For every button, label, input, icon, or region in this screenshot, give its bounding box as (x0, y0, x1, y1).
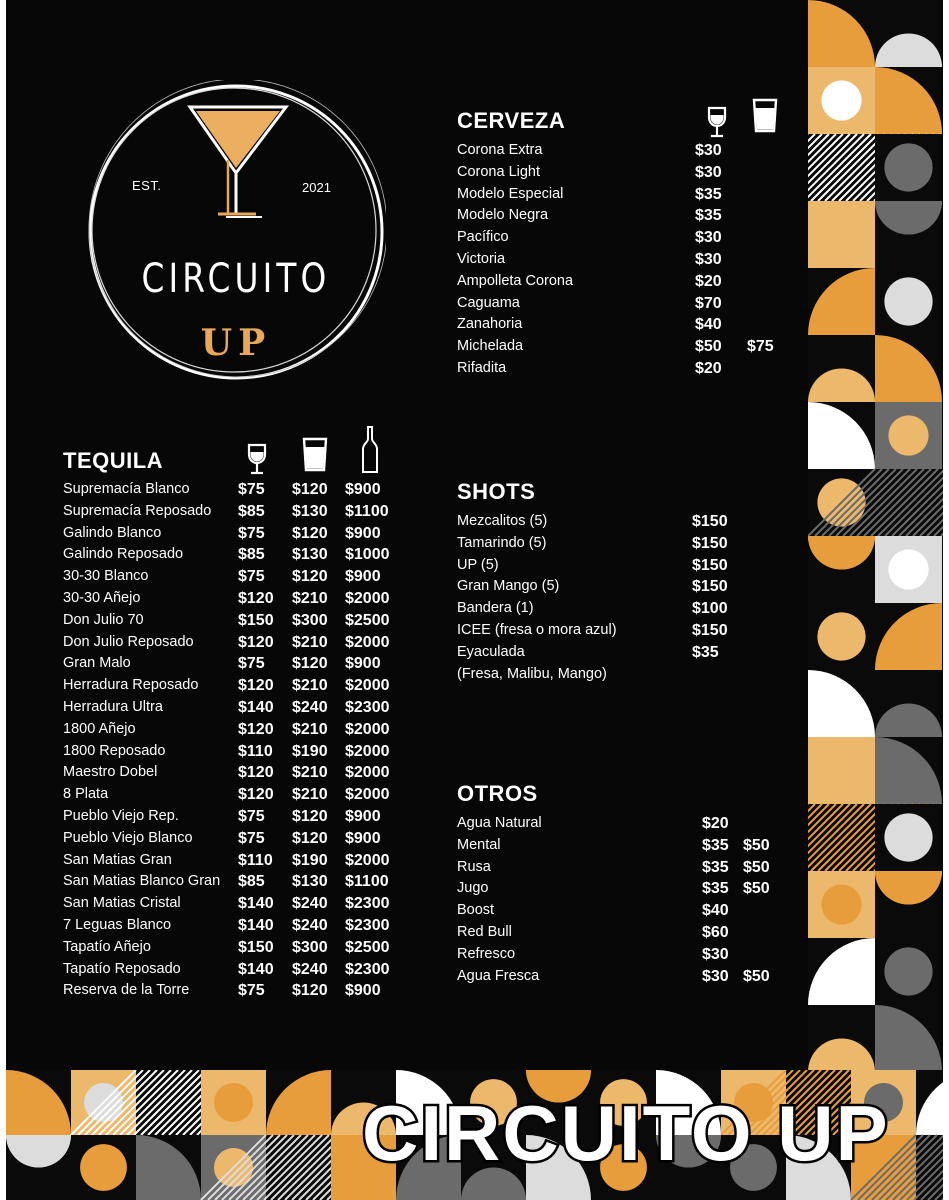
item-price: $75 (747, 338, 774, 356)
tequila-row (63, 961, 423, 983)
cerveza-row (457, 316, 787, 338)
item-price: $2000 (345, 764, 390, 782)
shots-row (457, 644, 787, 666)
item-price: $210 (292, 589, 328, 607)
tequila-row (63, 852, 423, 874)
item-price: $130 (292, 502, 328, 520)
pattern-circle (888, 415, 928, 455)
item-name: Mental (457, 836, 501, 853)
item-name: Michelada (457, 338, 524, 355)
menu-poster (6, 0, 943, 1200)
item-price: $210 (292, 720, 328, 738)
pattern-circle (214, 1083, 253, 1122)
item-name: Mezcalitos (5) (457, 513, 548, 529)
shots-row (457, 513, 787, 535)
item-name: Jugo (457, 880, 489, 897)
tequila-row (63, 503, 423, 525)
item-price: $50 (743, 880, 770, 898)
item-price: $1000 (345, 546, 390, 564)
item-price: $210 (292, 786, 328, 804)
otros-row (457, 968, 787, 990)
item-price: $75 (238, 655, 265, 673)
item-name: (Fresa, Malibu, Mango) (457, 665, 607, 682)
item-name: Boost (457, 902, 495, 919)
item-price: $120 (238, 764, 274, 782)
item-name: Herradura Reposado (63, 677, 199, 694)
item-price: $50 (743, 836, 770, 854)
item-price: $70 (695, 294, 722, 312)
pattern-circle (821, 750, 861, 790)
tequila-row (63, 895, 423, 917)
item-price: $2300 (345, 916, 390, 934)
item-price: $150 (692, 534, 728, 552)
otros-row (457, 924, 787, 946)
otros-row (457, 902, 787, 924)
item-name: Caguama (457, 294, 520, 311)
item-price: $35 (702, 880, 729, 898)
item-price: $120 (238, 786, 274, 804)
otros-list (457, 815, 787, 989)
cerveza-list (457, 142, 787, 382)
item-price: $150 (238, 611, 274, 629)
item-price: $900 (345, 829, 381, 847)
item-price: $110 (238, 851, 273, 869)
tequila-row (63, 764, 423, 786)
item-price: $900 (345, 524, 381, 542)
item-name: Red Bull (457, 923, 512, 940)
tequila-row (63, 982, 423, 1004)
otros-row (457, 946, 787, 968)
tequila-row (63, 786, 423, 808)
pattern-circle (884, 143, 932, 191)
item-price: $2500 (345, 938, 390, 956)
tequila-row (63, 590, 423, 612)
tequila-row (63, 525, 423, 547)
item-price: $210 (292, 677, 328, 695)
item-price: $1100 (345, 873, 389, 891)
pattern-circle (817, 612, 865, 660)
item-name: Agua Fresca (457, 967, 540, 984)
item-price: $85 (238, 546, 265, 564)
item-price: $140 (238, 698, 274, 716)
item-price: $120 (292, 829, 328, 847)
item-name: 30-30 Añejo (63, 589, 141, 606)
item-price: $35 (702, 858, 729, 876)
otros-row (457, 859, 787, 881)
item-price: $30 (695, 163, 722, 181)
item-price: $120 (292, 807, 328, 825)
item-price: $20 (695, 359, 722, 377)
pattern-circle (888, 549, 928, 589)
item-price: $2000 (345, 589, 390, 607)
item-price: $190 (292, 851, 328, 869)
item-price: $50 (743, 967, 770, 985)
cerveza-row (457, 164, 787, 186)
cerveza-row (457, 295, 787, 317)
shots-row (457, 535, 787, 557)
item-price: $2000 (345, 851, 390, 869)
item-price: $240 (292, 698, 328, 716)
item-price: $40 (702, 902, 729, 920)
logo-year: 2021 (302, 180, 331, 195)
pattern-circle (884, 277, 932, 325)
item-price: $20 (702, 815, 729, 832)
otros-row (457, 815, 787, 837)
item-name: Corona Light (457, 163, 541, 180)
item-name: Eyaculada (457, 643, 525, 660)
pattern-circle (884, 947, 932, 995)
item-price: $240 (292, 916, 328, 934)
pattern-circle (821, 214, 861, 254)
tequila-row (63, 546, 423, 568)
item-price: $85 (238, 873, 265, 891)
item-price: $210 (292, 633, 328, 651)
item-price: $140 (238, 895, 274, 913)
tequila-row (63, 721, 423, 743)
section-title-otros: OTROS (457, 781, 538, 806)
tequila-row (63, 481, 423, 503)
tequila-row (63, 634, 423, 656)
item-price: $120 (238, 720, 274, 738)
item-name: UP (5) (457, 556, 499, 573)
cerveza-row (457, 142, 787, 164)
item-price: $75 (238, 568, 265, 586)
item-price: $900 (345, 807, 381, 825)
item-name: Rifadita (457, 359, 507, 376)
pattern-circle (821, 80, 861, 120)
item-price: $2000 (345, 786, 390, 804)
item-price: $35 (695, 185, 722, 203)
item-name: Tapatío Añejo (63, 938, 151, 955)
item-price: $240 (292, 895, 328, 913)
otros-row (457, 837, 787, 859)
item-price: $150 (692, 578, 728, 596)
cerveza-row (457, 229, 787, 251)
item-price: $120 (292, 481, 328, 498)
item-price: $900 (345, 568, 381, 586)
item-name: San Matias Cristal (63, 895, 181, 912)
item-price: $75 (238, 982, 265, 1000)
item-price: $100 (692, 600, 728, 618)
tequila-row (63, 808, 423, 830)
logo-sub: UP (200, 322, 272, 364)
item-price: $2000 (345, 720, 390, 738)
item-name: Pueblo Viejo Rep. (63, 807, 179, 824)
section-title-shots: SHOTS (457, 479, 536, 504)
shots-row (457, 666, 787, 688)
cerveza-row (457, 251, 787, 273)
wine-glass-icon (246, 443, 268, 475)
tequila-row (63, 612, 423, 634)
item-price: $50 (695, 338, 722, 356)
item-price: $60 (702, 923, 729, 941)
item-price: $150 (692, 513, 728, 530)
item-price: $120 (238, 677, 274, 695)
item-name: Modelo Negra (457, 207, 549, 224)
item-price: $120 (292, 655, 328, 673)
item-name: Tamarindo (5) (457, 534, 547, 551)
item-price: $2300 (345, 698, 390, 716)
item-price: $120 (292, 568, 328, 586)
item-price: $190 (292, 742, 328, 760)
item-price: $2300 (345, 960, 390, 978)
item-price: $120 (292, 524, 328, 542)
item-price: $240 (292, 960, 328, 978)
logo-name: CIRCUITO (141, 256, 331, 302)
item-name: San Matias Gran (63, 851, 172, 868)
item-price: $2500 (345, 611, 390, 629)
item-price: $75 (238, 481, 265, 498)
bottle-icon (361, 425, 379, 475)
item-price: $2000 (345, 677, 390, 695)
item-name: Gran Mango (5) (457, 578, 560, 595)
item-price: $2300 (345, 895, 390, 913)
item-price: $40 (695, 316, 722, 334)
item-price: $300 (292, 938, 328, 956)
item-name: Agua Natural (457, 815, 542, 831)
item-price: $120 (238, 589, 274, 607)
geometric-pattern-right (808, 0, 943, 1075)
item-name: Herradura Ultra (63, 698, 163, 715)
tequila-row (63, 873, 423, 895)
pattern-circle (821, 884, 861, 924)
item-price: $75 (238, 524, 265, 542)
item-price: $150 (692, 621, 728, 639)
item-price: $150 (692, 556, 728, 574)
item-price: $110 (238, 742, 273, 760)
item-name: Supremacía Reposado (63, 502, 212, 519)
item-price: $900 (345, 655, 381, 673)
item-price: $75 (238, 829, 265, 847)
item-name: Galindo Reposado (63, 546, 184, 563)
shots-row (457, 557, 787, 579)
item-price: $130 (292, 546, 328, 564)
section-title-tequila: TEQUILA (63, 448, 164, 473)
item-name: ICEE (fresa o mora azul) (457, 621, 617, 638)
item-name: Refresco (457, 945, 516, 962)
item-price: $900 (345, 982, 381, 1000)
item-price: $30 (702, 967, 729, 985)
item-name: 7 Leguas Blanco (63, 916, 172, 933)
footer-title: CIRCUITO UP (362, 1089, 890, 1177)
item-price: $1100 (345, 502, 389, 520)
item-price: $30 (702, 945, 729, 963)
item-price: $30 (695, 142, 722, 159)
item-price: $35 (702, 836, 729, 854)
item-price: $900 (345, 481, 381, 498)
item-price: $120 (238, 633, 274, 651)
item-name: 8 Plata (63, 786, 109, 803)
shots-list (457, 513, 787, 687)
tequila-row (63, 699, 423, 721)
item-price: $300 (292, 611, 328, 629)
tequila-row (63, 568, 423, 590)
item-name: 30-30 Blanco (63, 568, 149, 585)
item-price: $2000 (345, 633, 390, 651)
item-price: $35 (692, 643, 719, 661)
tall-glass-icon (302, 437, 328, 473)
item-price: $130 (292, 873, 328, 891)
cerveza-row (457, 360, 787, 382)
item-price: $30 (695, 229, 722, 247)
logo-est-label: EST. (132, 178, 162, 193)
item-name: Gran Malo (63, 655, 131, 672)
item-name: Maestro Dobel (63, 764, 158, 781)
item-name: 1800 Reposado (63, 742, 166, 759)
item-price: $35 (695, 207, 722, 225)
item-name: 1800 Añejo (63, 720, 136, 737)
shots-row (457, 578, 787, 600)
cerveza-row (457, 186, 787, 208)
pattern-circle (80, 1144, 127, 1191)
tequila-row (63, 917, 423, 939)
item-price: $50 (743, 858, 770, 876)
item-price: $140 (238, 916, 274, 934)
item-name: Reserva de la Torre (63, 982, 190, 999)
item-name: Modelo Especial (457, 185, 564, 202)
cerveza-row (457, 273, 787, 295)
item-name: Supremacía Blanco (63, 481, 190, 497)
item-price: $2000 (345, 742, 390, 760)
item-name: Don Julio Reposado (63, 633, 194, 650)
shots-row (457, 600, 787, 622)
wine-glass-icon (706, 106, 728, 138)
tequila-row (63, 939, 423, 961)
item-price: $20 (695, 272, 722, 290)
section-title-cerveza: CERVEZA (457, 108, 566, 133)
item-name: Pueblo Viejo Blanco (63, 829, 193, 846)
item-name: Rusa (457, 858, 491, 875)
item-price: $85 (238, 502, 265, 520)
item-name: Galindo Blanco (63, 524, 162, 541)
item-price: $75 (238, 807, 265, 825)
item-name: Pacífico (457, 229, 509, 246)
tall-glass-icon (752, 98, 778, 134)
tequila-row (63, 655, 423, 677)
item-price: $30 (695, 250, 722, 268)
cerveza-row (457, 207, 787, 229)
tequila-row (63, 743, 423, 765)
tequila-row (63, 677, 423, 699)
item-price: $140 (238, 960, 274, 978)
tequila-list (63, 481, 423, 1004)
item-name: Tapatío Reposado (63, 960, 181, 977)
item-price: $150 (238, 938, 274, 956)
otros-row (457, 880, 787, 902)
shots-row (457, 622, 787, 644)
item-name: Ampolleta Corona (457, 272, 574, 289)
cerveza-row (457, 338, 787, 360)
pattern-circle (884, 813, 932, 861)
item-price: $210 (292, 764, 328, 782)
logo (86, 80, 386, 380)
item-name: Don Julio 70 (63, 611, 144, 628)
item-name: Bandera (1) (457, 600, 534, 617)
item-price: $120 (292, 982, 328, 1000)
item-name: Zanahoria (457, 316, 523, 333)
item-name: Victoria (457, 250, 506, 267)
item-name: Corona Extra (457, 142, 543, 158)
item-name: San Matias Blanco Gran (63, 873, 221, 890)
tequila-row (63, 830, 423, 852)
